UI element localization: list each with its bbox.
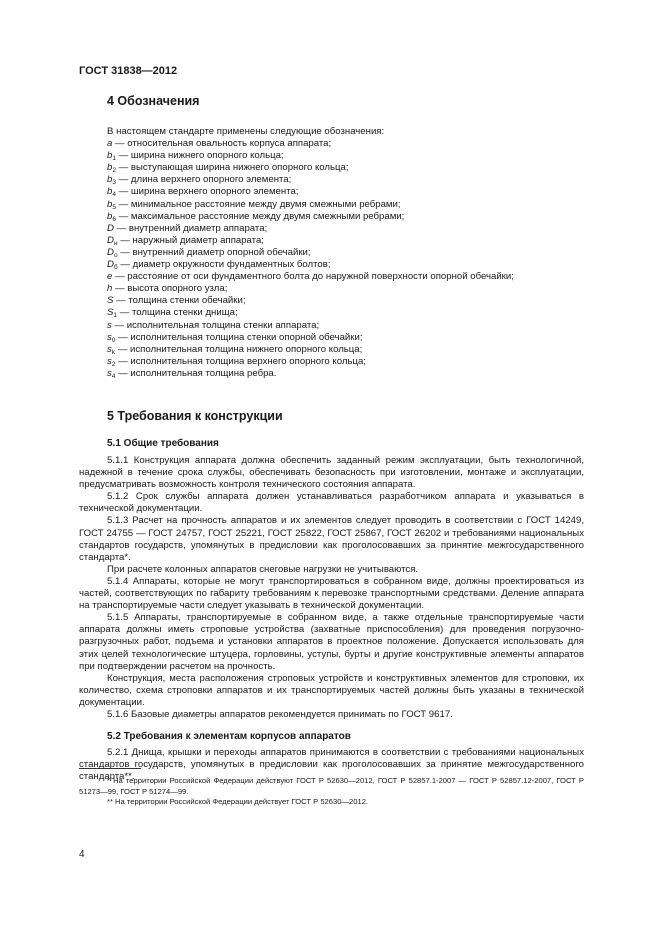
symbol-letter: s: [107, 367, 112, 379]
symbol-item: [107, 307, 514, 319]
symbol-letter: D: [107, 234, 114, 246]
paragraph-5-1-3: 5.1.3 Расчет на прочность аппаратов и их элементов следует проводить в соответствии с ГОСТ 14249, ГОСТ 24755 — ГОСТ 24757, ГОСТ 25221, ГОСТ 25822, ГОСТ 25867, ГОСТ 26202 и требованиями национальных стандартов государств, упомянутых в предисловии как проголосовавших за принятие межгосударственного стандарта*.: [79, 515, 584, 563]
paragraph-5-1-3-note: При расчете колонных аппаратов снеговые нагрузки не учитываются.: [107, 563, 419, 575]
symbol-letter: s: [107, 343, 112, 355]
symbol-item: [107, 332, 514, 344]
symbol-item: [107, 174, 514, 186]
symbol-subscript: н: [113, 239, 118, 247]
symbol-letter: S: [107, 295, 114, 307]
symbol-definition: — исполнительная толщина стенки аппарата;: [111, 319, 320, 331]
symbol-item: [107, 344, 514, 356]
symbol-definition: — длина верхнего опорного элемента;: [115, 174, 292, 186]
symbol-item: [107, 162, 514, 174]
symbol-letter: b: [107, 186, 113, 198]
symbol-letter: b: [107, 174, 113, 186]
paragraph-5-1-1: 5.1.1 Конструкция аппарата должна обеспечить заданный режим эксплуатации, быть технологичной, надежной в течение срока службы, обеспечивать безопасность при изготовлении, монтаже и эксплуатации, предусматривать возможность контроля технического состояния аппарата.: [79, 455, 584, 491]
symbol-letter: s: [107, 331, 112, 343]
symbol-subscript: 0: [111, 336, 116, 344]
symbol-item: [107, 186, 514, 198]
symbol-definition: — ширина верхнего опорного элемента;: [115, 186, 299, 198]
symbol-letter: S: [107, 307, 114, 319]
symbol-item: [107, 368, 514, 380]
symbol-subscript: k: [111, 348, 116, 356]
symbol-letter: D: [107, 222, 114, 234]
symbol-definition: — ширина нижнего опорного кольца;: [115, 150, 284, 162]
symbol-definition: — внутренний диаметр аппарата;: [113, 222, 268, 234]
symbol-item: [107, 295, 514, 307]
symbol-definition: — исполнительная толщина верхнего опорного кольца;: [115, 355, 366, 367]
paragraph-5-1-2: 5.1.2 Срок службы аппарата должен устанавливаться разработчиком аппарата и указываться в технической документации.: [79, 491, 584, 515]
symbol-definition: — толщина стенки днища;: [117, 307, 238, 319]
page-number: 4: [79, 849, 85, 860]
symbol-subscript: 1: [113, 312, 118, 320]
footnotes: [79, 776, 584, 808]
symbol-definition: — исполнительная толщина ребра.: [115, 367, 277, 379]
symbol-item: [107, 271, 514, 283]
symbol-definition: — относительная овальность корпуса аппарата;: [112, 138, 332, 150]
symbol-letter: b: [107, 198, 113, 210]
symbols-intro: В настоящем стандарте применены следующие обозначения:: [107, 126, 385, 137]
symbol-item: [107, 138, 514, 150]
paragraph-5-1-4: 5.1.4 Аппараты, которые не могут транспортироваться в собранном виде, должны проектироваться из частей, соответствующих по габариту требованиям к перевозке транспортными средствами. Деление аппарата на транспортируемые части следует указывать в технической документации.: [79, 575, 584, 612]
subsection-5-2-title: 5.2 Требования к элементам корпусов аппаратов: [107, 731, 351, 742]
footnote-separator: [79, 768, 141, 769]
symbol-letter: D: [107, 259, 114, 271]
section-5-1-body: [79, 455, 584, 721]
paragraph-5-1-5: 5.1.5 Аппараты, транспортируемые в собранном виде, а также отдельные транспортируемые части аппарата должны иметь строповые устройства (захватные приспособления) для проведения погрузочно-разгрузочных работ, подъема и установки аппаратов в проектное положение. Допускается использовать для этих целей технологические штуцера, горловины, уступы, бурты и другие конструктивные элементы аппаратов при подтверждении расчетом на прочность.: [79, 612, 584, 672]
symbol-letter: b: [107, 210, 113, 222]
symbol-subscript: 4: [112, 191, 116, 199]
symbol-definition: — максимальное расстояние между двумя смежными ребрами;: [115, 210, 405, 222]
symbol-item: [107, 223, 514, 235]
section-5-title: 5 Требования к конструкции: [107, 409, 283, 423]
symbol-subscript: 6: [112, 215, 116, 223]
symbol-item: [107, 356, 514, 368]
symbol-subscript: о: [113, 251, 118, 259]
symbol-definition: — исполнительная толщина нижнего опорного кольца;: [115, 343, 363, 355]
symbol-subscript: 5: [112, 203, 116, 211]
symbol-definition: — исполнительная толщина стенки опорной обечайки;: [115, 331, 363, 343]
symbol-definition: — диаметр окружности фундаментных болтов;: [117, 259, 331, 271]
symbol-definition: — минимальное расстояние между двумя смежными ребрами;: [115, 198, 401, 210]
symbols-list: [107, 126, 514, 380]
paragraph-5-1-6: 5.1.6 Базовые диаметры аппаратов рекомендуется принимать по ГОСТ 9617.: [107, 708, 453, 720]
symbol-letter: s: [107, 319, 112, 331]
symbol-definition: — высота опорного узла;: [112, 283, 228, 295]
paragraph-5-2-1: 5.2.1 Днища, крышки и переходы аппаратов принимаются в соответствии с требованиями национальных стандартов государств, упомянутых в предисловии как проголосовавших за принятие межгосударственного стандарта**.: [79, 747, 584, 783]
symbol-letter: b: [107, 162, 113, 174]
footnote-1: * На территории Российской Федерации действуют ГОСТ Р 52630—2012, ГОСТ Р 52857.1-2007 — ГОСТ Р 52857.12-2007, ГОСТ Р 51273—99, ГОСТ Р 51274—99.: [79, 776, 584, 796]
symbol-letter: e: [107, 271, 113, 283]
symbol-letter: s: [107, 355, 112, 367]
symbol-item: [107, 247, 514, 259]
symbol-item: [107, 259, 514, 271]
symbol-subscript: 2: [112, 167, 116, 175]
symbol-definition: — расстояние от оси фундаментного болта до наружной поверхности опорной обечайки;: [112, 271, 514, 283]
symbol-definition: — толщина стенки обечайки;: [113, 295, 246, 307]
symbol-item: [107, 199, 514, 211]
symbol-subscript: 1: [112, 155, 116, 163]
symbol-definition: — наружный диаметр аппарата;: [117, 234, 264, 246]
symbol-definition: — внутренний диаметр опорной обечайки;: [117, 246, 311, 258]
symbol-subscript: 2: [111, 360, 116, 368]
symbol-item: [107, 283, 514, 295]
symbol-letter: D: [107, 246, 114, 258]
subsection-5-1-title: 5.1 Общие требования: [107, 438, 219, 449]
symbol-letter: h: [107, 283, 113, 295]
symbol-subscript: б: [113, 264, 118, 272]
document-header: ГОСТ 31838—2012: [79, 65, 178, 77]
symbol-subscript: 4: [111, 372, 116, 380]
symbol-item: [107, 235, 514, 247]
symbol-item: [107, 320, 514, 332]
symbol-letter: a: [107, 138, 113, 150]
symbol-item: [107, 150, 514, 162]
symbol-definition: — выступающая ширина нижнего опорного кольца;: [115, 162, 349, 174]
footnote-2: ** На территории Российской Федерации действует ГОСТ Р 52630—2012.: [107, 797, 369, 806]
symbol-item: [107, 211, 514, 223]
symbol-subscript: 3: [112, 179, 116, 187]
paragraph-5-1-5-cont: Конструкция, места расположения строповых устройств и конструктивных элементов для строповки, их количество, схема строповки аппаратов и их транспортируемых частей должны быть указаны в технической документации.: [79, 672, 584, 708]
symbol-letter: b: [107, 150, 113, 162]
section-4-title: 4 Обозначения: [107, 94, 200, 108]
